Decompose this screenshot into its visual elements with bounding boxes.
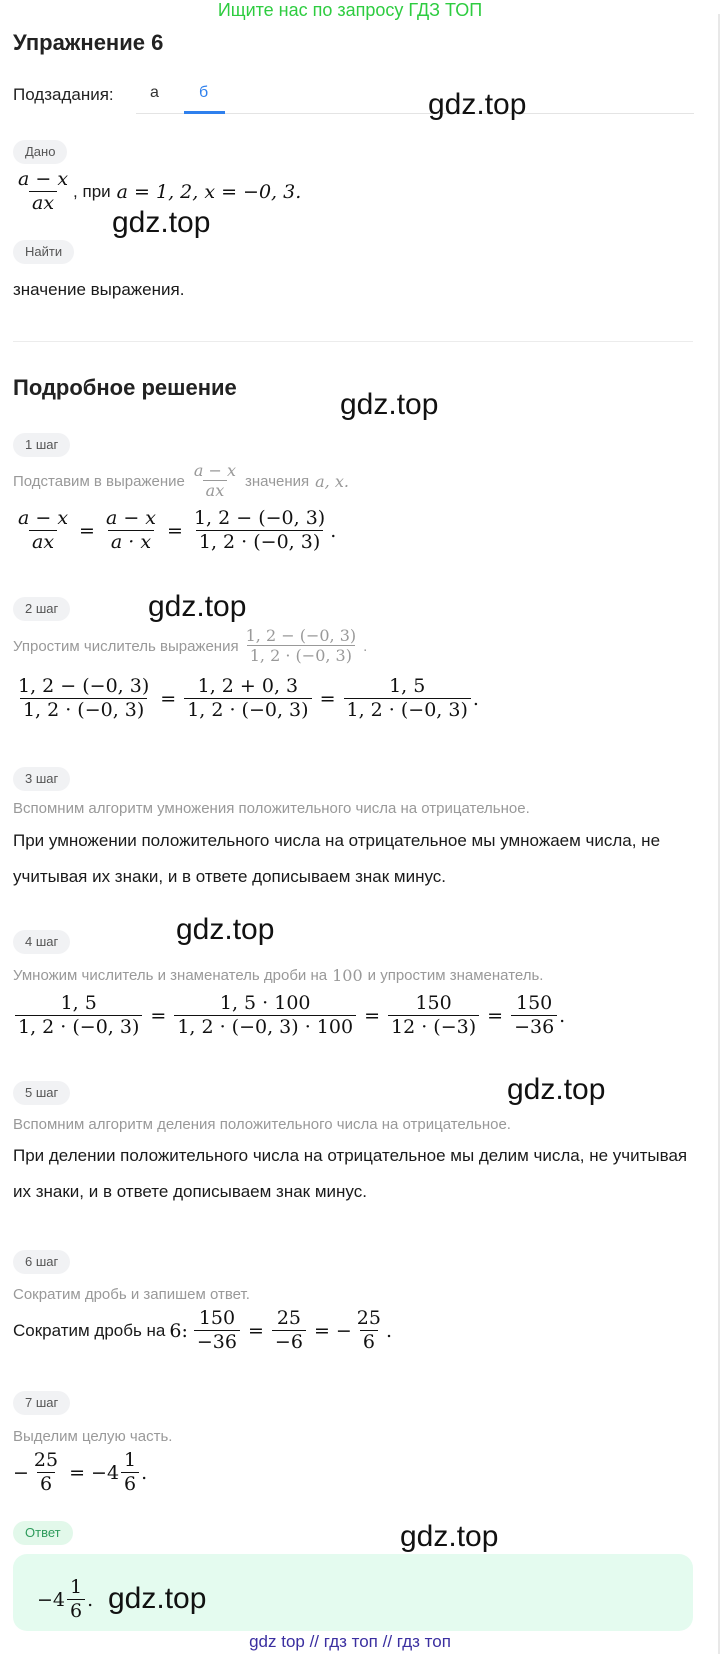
given-denominator: ax bbox=[29, 191, 57, 216]
step-6-formula: Сократим дробь на 6: $\frac{150}{-36}$ = $\frac{25}{-6}$ = − $\frac{25}{6}$ . bbox=[13, 1307, 393, 1353]
step-2-f3-num: 1, 5 bbox=[389, 675, 426, 697]
step-4-f4-num: 150 bbox=[515, 992, 553, 1014]
section-divider bbox=[13, 341, 693, 342]
step-6-f3-den: 6 bbox=[360, 1330, 378, 1355]
given-fraction bbox=[15, 168, 71, 216]
step-1-f1-num: a − x bbox=[18, 507, 69, 529]
step-4-f1-num: 1, 5 bbox=[60, 992, 97, 1014]
step-6-pill-wrap bbox=[13, 1250, 70, 1274]
answer-pill: Ответ bbox=[13, 1521, 73, 1545]
promo-banner[interactable]: Ищите нас по запросу ГДЗ ТОП bbox=[217, 0, 483, 20]
step-4-hint-number: 100 bbox=[332, 966, 363, 985]
step-1-pill: 1 шаг bbox=[13, 433, 70, 457]
step-6-hint: Сократим дробь и запишем ответ. bbox=[13, 1286, 250, 1303]
watermark: gdz.top bbox=[340, 388, 439, 421]
watermark: gdz.top bbox=[400, 1520, 499, 1553]
step-6-f3-num: 25 bbox=[356, 1307, 381, 1329]
step-7-f1-num: 25 bbox=[33, 1449, 59, 1471]
step-2-hint: Упростим числитель выражения $\frac{1, 2 - (-0, 3)}{1, 2 \cdot (-0, 3)}$ . bbox=[13, 626, 368, 666]
step-2-formula: $\frac{1, 2 - (-0, 3)}{1, 2 \cdot (-0, 3)}$ = $\frac{1, 2 + 0, 3}{1, 2 \cdot (-0, 3)}$ = $\frac{1, 5}{1, 2 \cdot (-0, 3)}$ . bbox=[13, 675, 479, 723]
answer-value: −4 $\frac{1}{6}$ . bbox=[37, 1576, 94, 1622]
step-2-pill-wrap bbox=[13, 597, 70, 621]
step-6-f1-num: 150 bbox=[198, 1307, 236, 1329]
step-7-pill: 7 шаг bbox=[13, 1391, 70, 1415]
step-1-f1-den: ax bbox=[29, 530, 57, 555]
given-numerator: a − x bbox=[18, 168, 69, 190]
answer-den: 6 bbox=[67, 1599, 85, 1624]
step-1-f2-num: a − x bbox=[105, 507, 157, 529]
step-5-text: При делении положительного числа на отрицательное мы делим числа, не учитывая их знаки, и в ответе дописываем знак минус. bbox=[13, 1146, 688, 1201]
tab-subtask-b[interactable]: б bbox=[199, 84, 209, 101]
step-4-f3-den: 12 · (−3) bbox=[388, 1015, 479, 1040]
step-4-f2-num: 1, 5 · 100 bbox=[219, 992, 311, 1014]
step-2-hint-text: Упростим числитель выражения bbox=[13, 637, 239, 655]
step-4-f3-num: 150 bbox=[415, 992, 452, 1014]
step-5-pill: 5 шаг bbox=[13, 1081, 70, 1105]
step-4-pill: 4 шаг bbox=[13, 930, 70, 954]
step-1-f3-num: 1, 2 − (−0, 3) bbox=[193, 507, 326, 529]
step-7-f2-den: 6 bbox=[121, 1472, 139, 1497]
step-7-hint: Выделим целую часть. bbox=[13, 1428, 173, 1445]
step-1-pill-wrap bbox=[13, 433, 70, 457]
tab-active-indicator bbox=[184, 111, 225, 114]
subtasks-label: Подзадания: bbox=[13, 85, 114, 104]
step-4-f1-den: 1, 2 · (−0, 3) bbox=[15, 1015, 142, 1040]
tab-subtask-a[interactable]: а bbox=[150, 84, 159, 101]
step-2-hint-fraction bbox=[243, 626, 360, 666]
step-3-text: При умножении положительного числа на отрицательное мы умножаем числа, не учитывая их знаки, и в ответе дописываем знак минус. bbox=[13, 831, 661, 886]
step-2-f2-num: 1, 2 + 0, 3 bbox=[197, 675, 299, 697]
step-4-hint bbox=[13, 966, 543, 985]
step-2-pill: 2 шаг bbox=[13, 597, 70, 621]
find-pill: Найти bbox=[13, 240, 74, 264]
find-text: значение выражения. bbox=[13, 280, 185, 299]
watermark: gdz.top bbox=[176, 913, 275, 946]
given-pill: Дано bbox=[13, 140, 67, 164]
step-5-hint: Вспомним алгоритм деления положительного числа на отрицательное. bbox=[13, 1116, 511, 1133]
step-3-pill-wrap bbox=[13, 767, 70, 791]
step-3-pill: 3 шаг bbox=[13, 767, 70, 791]
step-2-hint-den: 1, 2 · (−0, 3) bbox=[247, 645, 355, 666]
watermark: gdz.top bbox=[507, 1073, 606, 1106]
step-2-f1-num: 1, 2 − (−0, 3) bbox=[18, 675, 150, 697]
step-1-hint-text: Подставим в выражение bbox=[13, 472, 185, 490]
step-6-f2-num: 25 bbox=[276, 1307, 302, 1329]
step-4-pill-wrap bbox=[13, 930, 70, 954]
step-1-hint-vars: a, x. bbox=[315, 471, 349, 491]
step-7-whole: −4 bbox=[91, 1461, 120, 1484]
step-1-hint bbox=[13, 461, 349, 501]
step-5-pill-wrap bbox=[13, 1081, 70, 1105]
answer-pill-wrap bbox=[13, 1521, 73, 1545]
step-1-hint-den: ax bbox=[203, 480, 228, 501]
step-6-f1-den: −36 bbox=[194, 1330, 240, 1355]
footer-links[interactable]: gdz top // гдз топ // гдз топ bbox=[249, 1632, 451, 1651]
step-7-f1-den: 6 bbox=[37, 1472, 55, 1497]
step-1-hint-num: a − x bbox=[193, 461, 237, 480]
given-cond-math: a = 1, 2, x = −0, 3. bbox=[116, 180, 302, 203]
step-4-f4-den: −36 bbox=[511, 1015, 557, 1040]
step-3-hint: Вспомним алгоритм умножения положительного числа на отрицательное. bbox=[13, 800, 530, 817]
answer-whole: −4 bbox=[37, 1588, 66, 1611]
step-2-f2-den: 1, 2 · (−0, 3) bbox=[184, 698, 311, 723]
watermark: gdz.top bbox=[428, 88, 527, 121]
step-1-hint-fraction bbox=[191, 461, 239, 501]
step-4-hint-text: Умножим числитель и знаменатель дроби на bbox=[13, 967, 328, 984]
watermark: gdz.top bbox=[148, 590, 247, 623]
step-1-f3-den: 1, 2 · (−0, 3) bbox=[196, 530, 323, 555]
step-6-text: Сократим дробь на bbox=[13, 1320, 166, 1340]
watermark: gdz.top bbox=[108, 1582, 207, 1615]
watermark: gdz.top bbox=[112, 206, 211, 239]
given-section bbox=[13, 140, 67, 164]
step-1-hint-after: значения bbox=[245, 472, 310, 490]
step-6-f2-den: −6 bbox=[272, 1330, 306, 1355]
step-1-formula: $\frac{a - x}{ax}$ = $\frac{a - x}{a \cdot x}$ = $\frac{1, 2 - (-0, 3)}{1, 2 \cdot (-0, 3)}$ . bbox=[13, 507, 336, 555]
step-2-f3-den: 1, 2 · (−0, 3) bbox=[344, 698, 471, 723]
given-cond-text: , при bbox=[73, 181, 111, 201]
step-7-formula: − $\frac{25}{6}$ = −4 $\frac{1}{6}$ . bbox=[13, 1449, 148, 1495]
step-7-pill-wrap bbox=[13, 1391, 70, 1415]
step-6-by: 6: bbox=[169, 1319, 188, 1342]
step-4-f2-den: 1, 2 · (−0, 3) · 100 bbox=[174, 1015, 356, 1040]
step-6-pill: 6 шаг bbox=[13, 1250, 70, 1274]
step-1-f2-den: a · x bbox=[108, 530, 154, 555]
solution-title: Подробное решение bbox=[13, 375, 237, 400]
page-title: Упражнение 6 bbox=[13, 30, 164, 55]
step-4-hint-after: и упростим знаменатель. bbox=[367, 967, 544, 984]
answer-num: 1 bbox=[70, 1576, 83, 1598]
step-2-hint-num: 1, 2 − (−0, 3) bbox=[245, 626, 357, 645]
step-4-formula: $\frac{1, 5}{1, 2 \cdot (-0, 3)}$ = $\frac{1, 5 \cdot 100}{1, 2 \cdot (-0, 3) \cdot 100}$ = $\frac{150}{12 \cdot (-3)}$ = $\frac{150}{-36}$ . bbox=[13, 992, 565, 1040]
find-section bbox=[13, 240, 74, 264]
step-2-f1-den: 1, 2 · (−0, 3) bbox=[20, 698, 147, 723]
step-7-f2-num: 1 bbox=[124, 1449, 137, 1471]
